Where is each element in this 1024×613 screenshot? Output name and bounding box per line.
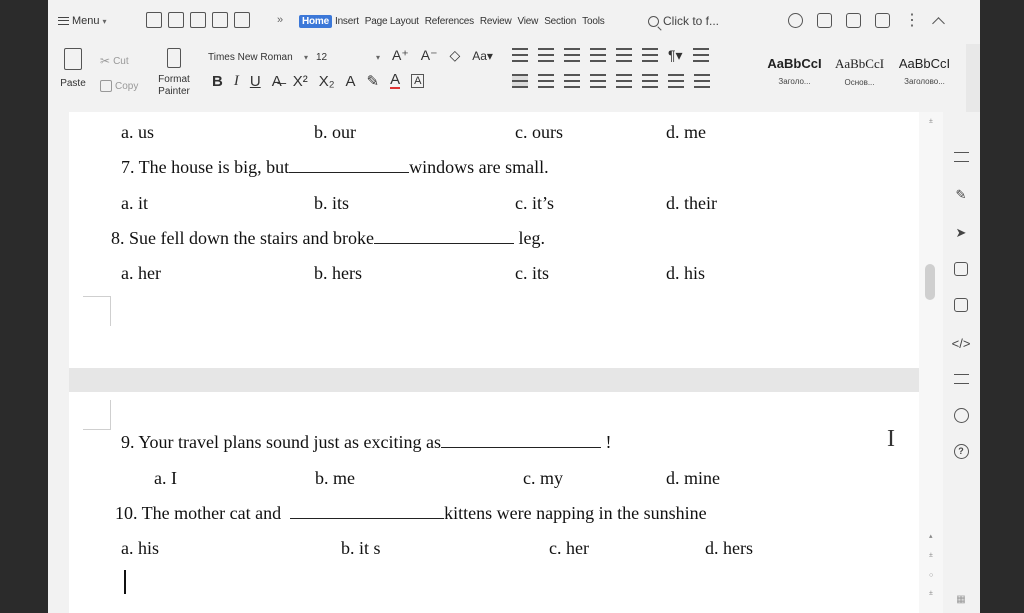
q8-option-c: c. its <box>515 263 549 283</box>
cut-button[interactable] <box>100 54 129 68</box>
q8-text-after: leg. <box>518 228 545 248</box>
q8-option-b: b. hers <box>314 263 362 283</box>
q6-option-d: d. me <box>666 122 706 142</box>
scroll-thumb[interactable] <box>925 264 935 300</box>
q7-text-after: windows are small. <box>409 157 549 177</box>
q7-option-b: b. its <box>314 193 350 213</box>
format-painter-label-1: Format <box>158 74 190 85</box>
styles-gallery <box>762 50 957 96</box>
q9-blank <box>441 432 601 448</box>
line-spacing-icon[interactable] <box>642 74 658 88</box>
font-format-controls <box>212 72 424 90</box>
decrease-indent-icon[interactable] <box>564 48 580 62</box>
page-margin-mark <box>83 400 111 430</box>
subscript-icon[interactable]: X₂ <box>318 72 335 90</box>
q9-option-a: a. I <box>154 468 177 488</box>
shrink-font-icon[interactable]: A⁻ <box>420 47 438 63</box>
grid-view-icon[interactable]: ▦ <box>956 593 966 605</box>
q6-option-b: b. our <box>314 122 356 142</box>
distributed-icon[interactable] <box>616 74 632 88</box>
q7-option-a: a. it <box>121 193 148 213</box>
char-border-icon[interactable]: A <box>411 74 424 88</box>
question-10 <box>115 503 707 524</box>
question-9 <box>121 432 611 453</box>
q10-blank <box>290 503 444 519</box>
next-page-icon[interactable]: ± <box>929 590 933 597</box>
style-caption: Заголо... <box>778 77 811 86</box>
q8-blank <box>374 228 514 244</box>
translate-icon[interactable] <box>952 296 970 314</box>
tab-references[interactable]: References <box>424 16 474 27</box>
style-sample: AaBbCcI <box>767 56 822 71</box>
more-options-icon[interactable]: ⋮ <box>904 12 920 29</box>
settings-sliders-icon[interactable] <box>952 370 970 388</box>
format-painter-label-2: Painter <box>158 86 190 97</box>
paste-button[interactable] <box>56 46 90 89</box>
highlight-icon[interactable]: ✎ <box>366 73 380 90</box>
style-heading[interactable] <box>762 50 827 96</box>
font-color-icon[interactable]: A <box>390 71 401 88</box>
search-box[interactable] <box>648 14 719 28</box>
style-pane-icon[interactable] <box>952 148 970 166</box>
select-browse-icon[interactable]: ○ <box>929 572 934 579</box>
q8-text-before: 8. Sue fell down the stairs and broke <box>111 228 374 248</box>
menu-label: Menu <box>72 15 100 27</box>
q9-text-after: ! <box>605 432 612 452</box>
pen-icon[interactable]: ✎ <box>955 187 967 202</box>
align-center-icon[interactable] <box>538 74 554 88</box>
right-sidebar <box>943 112 980 613</box>
q8-option-a: a. her <box>121 263 161 283</box>
borders-icon[interactable] <box>694 74 710 88</box>
q6-option-c: c. ours <box>515 122 563 142</box>
tab-section[interactable]: Section <box>544 16 577 27</box>
menu-bar <box>48 0 980 44</box>
grow-font-icon[interactable]: A⁺ <box>392 47 409 63</box>
q7-option-d: d. their <box>666 193 717 213</box>
ibeam-cursor-icon: I <box>887 426 895 452</box>
open-folder-icon[interactable] <box>146 12 162 28</box>
question-7 <box>121 157 549 178</box>
numbered-list-icon[interactable] <box>538 48 554 62</box>
cut-label: Cut <box>113 55 129 67</box>
italic-icon[interactable]: I <box>233 72 239 89</box>
scroll-up-icon[interactable]: ± <box>929 118 933 125</box>
q7-blank <box>289 157 409 173</box>
tab-view[interactable]: View <box>517 16 539 27</box>
style-caption: Основ... <box>844 78 875 87</box>
select-pointer-icon[interactable]: ➤ <box>955 225 967 240</box>
history-icon[interactable] <box>952 406 970 424</box>
question-8 <box>111 228 545 249</box>
chevron-down-icon: ▾ <box>102 16 107 26</box>
copy-button[interactable] <box>100 80 138 92</box>
style-sample: AaBbCcI <box>834 56 885 71</box>
q10-text-before: 10. The mother cat and <box>115 503 282 523</box>
prev-page-icon[interactable]: ▴ <box>929 533 933 540</box>
bullet-list-icon[interactable] <box>512 48 528 62</box>
page-margin-mark <box>83 296 111 326</box>
page-gap <box>69 368 919 392</box>
increase-indent-icon[interactable] <box>590 48 606 62</box>
collapse-ribbon-icon[interactable] <box>932 17 945 30</box>
q9-text-before: 9. Your travel plans sound just as exciting as <box>121 432 441 452</box>
more-tools-button[interactable]: » <box>277 14 284 26</box>
table-borders-icon[interactable] <box>693 48 709 62</box>
help-icon[interactable]: ? <box>952 442 970 460</box>
superscript-icon[interactable]: X² <box>292 72 308 90</box>
copy-icon <box>100 80 112 92</box>
text-effect-icon[interactable]: A <box>345 72 356 90</box>
save-icon[interactable] <box>168 12 184 28</box>
print-preview-icon[interactable] <box>234 12 250 28</box>
q7-text-before: 7. The house is big, but <box>121 157 290 177</box>
styles-scroll[interactable] <box>966 44 980 112</box>
shading-icon[interactable] <box>668 74 684 88</box>
export-pdf-icon[interactable] <box>190 12 206 28</box>
style-heading-2[interactable] <box>892 50 957 96</box>
vertical-scrollbar[interactable] <box>919 112 943 613</box>
copy-label: Copy <box>115 80 139 92</box>
chinese-layout-icon[interactable] <box>616 48 632 62</box>
scissors-icon: ✂ <box>100 54 111 68</box>
format-painter-icon <box>167 48 181 68</box>
clipboard-icon <box>64 48 82 70</box>
tab-tools[interactable]: Tools <box>582 16 605 27</box>
font-name-select[interactable]: Times New Roman <box>208 52 293 63</box>
ribbon-tabs <box>299 15 608 28</box>
paragraph-controls-row2 <box>512 74 710 88</box>
font-size-controls <box>392 47 493 64</box>
document-page[interactable] <box>69 392 919 613</box>
q9-option-b: b. me <box>315 468 355 488</box>
font-size-select[interactable]: 12 <box>316 52 328 63</box>
code-icon[interactable]: </> <box>951 335 971 351</box>
tab-insert[interactable]: Insert <box>334 16 359 27</box>
tab-page-layout[interactable]: Page Layout <box>364 16 419 27</box>
pilcrow-icon[interactable]: ¶▾ <box>668 47 683 63</box>
app-window <box>48 0 980 613</box>
document-page[interactable] <box>69 112 919 368</box>
q8-option-d: d. his <box>666 263 706 283</box>
bold-icon[interactable]: B <box>212 72 223 90</box>
search-icon <box>648 16 659 27</box>
history-icon[interactable] <box>846 13 861 28</box>
search-text: Click to f... <box>663 14 720 28</box>
sort-icon[interactable] <box>642 48 658 62</box>
style-caption: Заголово... <box>904 77 945 86</box>
cloud-sync-icon[interactable] <box>817 13 832 28</box>
tab-home[interactable]: Home <box>299 15 332 28</box>
q9-option-c: c. my <box>523 468 563 488</box>
align-right-icon[interactable] <box>564 74 580 88</box>
clear-format-icon[interactable]: ◇ <box>449 47 461 63</box>
paste-label: Paste <box>60 78 86 89</box>
change-case-icon[interactable]: Aa▾ <box>472 48 493 63</box>
paragraph-controls-row1 <box>512 48 709 62</box>
format-painter-button[interactable] <box>154 46 194 98</box>
hamburger-icon <box>58 17 69 25</box>
main-menu-button[interactable] <box>58 15 107 27</box>
ribbon-home <box>48 44 980 112</box>
page-nav-icon[interactable]: ± <box>929 552 933 559</box>
tab-review[interactable]: Review <box>479 16 512 27</box>
lock-icon[interactable] <box>952 260 970 278</box>
underline-icon[interactable]: U <box>249 72 261 90</box>
justify-icon[interactable] <box>590 74 606 88</box>
window-controls <box>788 13 943 28</box>
chevron-down-icon[interactable]: ▾ <box>376 53 381 62</box>
q6-option-a: a. us <box>121 122 154 142</box>
q9-option-d: d. mine <box>666 468 720 488</box>
align-left-icon[interactable] <box>512 74 528 88</box>
chevron-down-icon[interactable]: ▾ <box>304 53 309 62</box>
strikethrough-icon[interactable]: A̶ <box>271 72 282 90</box>
print-icon[interactable] <box>212 12 228 28</box>
text-cursor <box>124 570 126 594</box>
style-sample: AaBbCcI <box>898 56 951 71</box>
share-user-icon[interactable] <box>788 13 803 28</box>
q7-option-c: c. it’s <box>515 193 554 213</box>
q10-option-c: c. her <box>549 538 589 558</box>
q10-option-b: b. it s <box>341 538 381 558</box>
q10-option-a: a. his <box>121 538 159 558</box>
q10-option-d: d. hers <box>705 538 753 558</box>
comment-icon[interactable] <box>875 13 890 28</box>
style-normal[interactable] <box>827 50 892 96</box>
q10-text-after: kittens were napping in the sunshine <box>444 503 707 523</box>
quick-access-toolbar <box>146 12 250 28</box>
